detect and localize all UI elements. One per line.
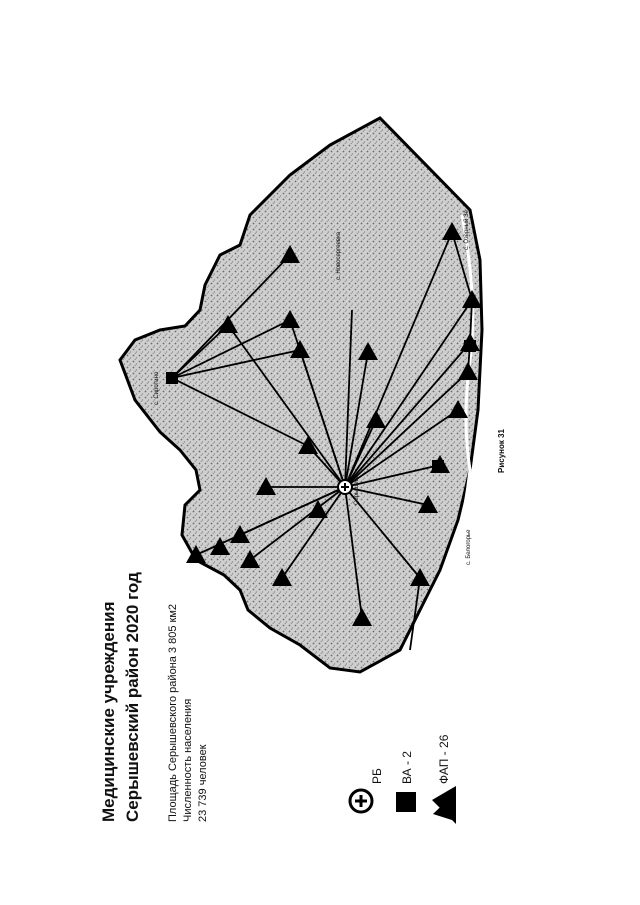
label-east: с. Озерный Зе — [464, 210, 470, 250]
square-icon — [396, 792, 416, 812]
rb-marker — [338, 480, 352, 494]
info-area: Площадь Серышевского района 3 805 км2 — [167, 603, 179, 822]
district-boundary — [120, 118, 482, 672]
info-population-value: 23 739 человек — [197, 744, 209, 822]
label-north: с. Сиротино — [154, 371, 160, 405]
title-line2: Серышевский район 2020 год — [123, 572, 142, 822]
legend-va — [396, 751, 416, 812]
title-line1: Медицинские учреждения — [99, 601, 118, 822]
legend — [350, 734, 456, 824]
figure-caption: Рисунок 31 — [497, 429, 506, 473]
info-population-label: Численность населения — [182, 698, 194, 822]
legend-fap-label: ФАП - 26 — [437, 734, 451, 784]
legend-rb — [350, 768, 384, 812]
label-south: с. Белогорье — [466, 529, 472, 565]
title-block — [99, 572, 142, 822]
label-rb: Серышево — [354, 475, 360, 505]
label-central: с. Новосергеевка — [336, 231, 342, 280]
info-block — [167, 604, 209, 822]
legend-rb-label: РБ — [370, 768, 384, 784]
legend-va-label: ВА - 2 — [400, 751, 414, 784]
legend-fap — [432, 734, 456, 824]
